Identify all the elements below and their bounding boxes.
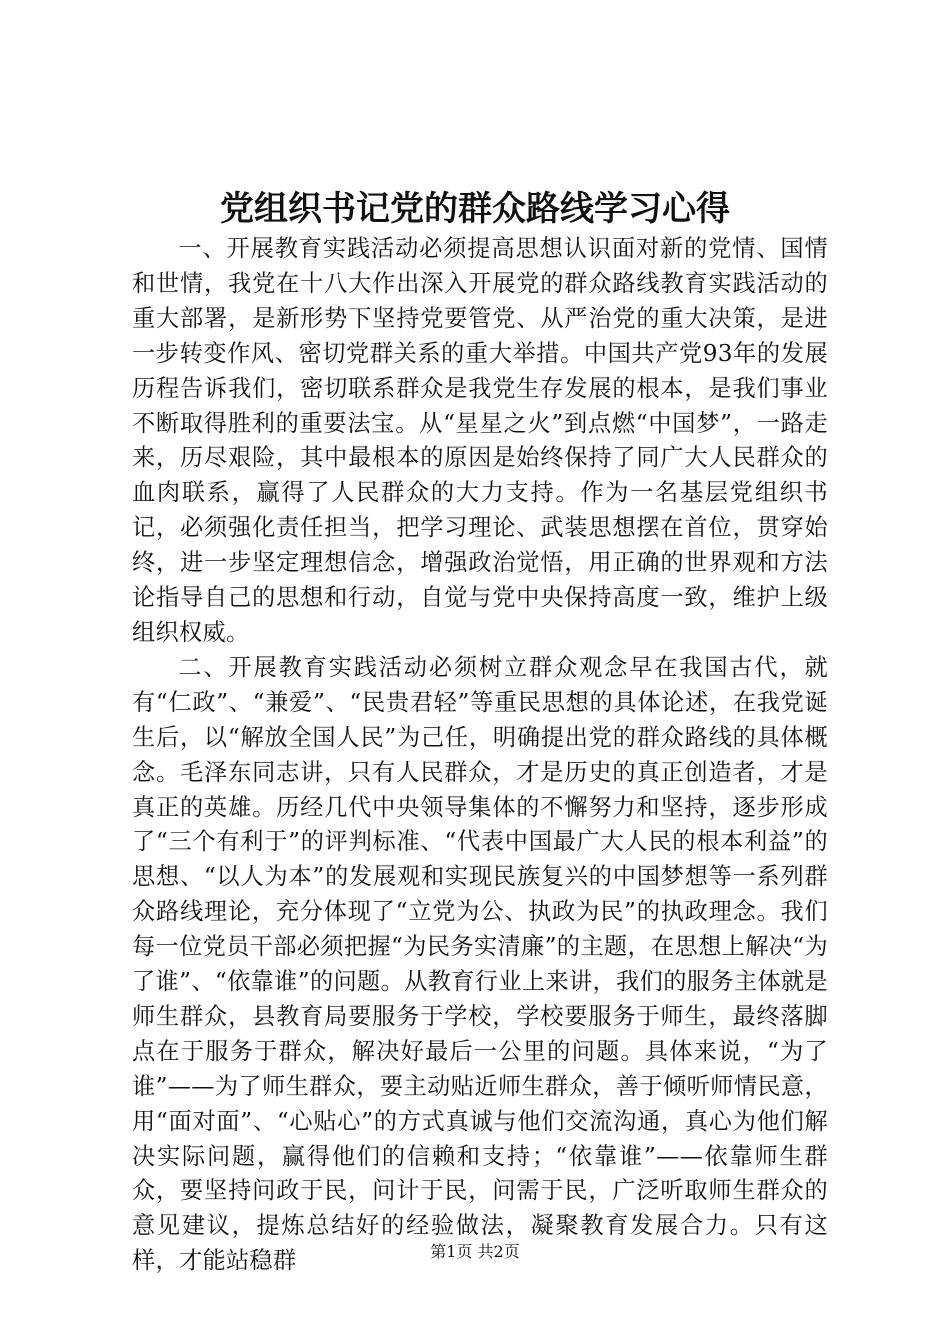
document-body: [132, 232, 828, 1279]
document-title: 党组织书记党的群众路线学习心得: [220, 189, 730, 229]
page-number-footer: 第1页 共2页: [430, 1242, 520, 1261]
paragraph-2: 二、开展教育实践活动必须树立群众观念早在我国古代，就有“仁政”、“兼爱”、“民贵君轻”等重民思想的具体论述，在我党诞生后，以“解放全国人民”为己任，明确提出党的群众路线的具体概念。毛泽东同志讲，只有人民群众，才是历史的真正创造者，才是真正的英雄。历经几代中央领导集体的不懈努力和坚持，逐步形成了“三个有利于”的评判标准、“代表中国最广大人民的根本利益”的思想、“以人为本”的发展观和实现民族复兴的中国梦想等一系列群众路线理论，充分体现了“立党为公、执政为民”的执政理念。我们每一位党员干部必须把握“为民务实清廉”的主题，在思想上解决“为了谁”、“依靠谁”的问题。从教育行业上来讲，我们的服务主体就是师生群众，县教育局要服务于学校，学校要服务于师生，最终落脚点在于服务于群众，解决好最后一公里的问题。具体来说，“为了谁”——为了师生群众，要主动贴近师生群众，善于倾听师情民意，用“面对面”、“心贴心”的方式真诚与他们交流沟通，真心为他们解决实际问题，赢得他们的信赖和支持；“依靠谁”——依靠师生群众，要坚持问政于民，问计于民，问需于民，广泛听取师生群众的意见建议，提炼总结好的经验做法，凝聚教育发展合力。只有这样，才能站稳群: [132, 653, 828, 1275]
paragraph-1: 一、开展教育实践活动必须提高思想认识面对新的党情、国情和世情，我党在十八大作出深入开展党的群众路线教育实践活动的重大部署，是新形势下坚持党要管党、从严治党的重大决策，是进一步转变作风、密切党群关系的重大举措。中国共产党93年的发展历程告诉我们，密切联系群众是我党生存发展的根本，是我们事业不断取得胜利的重要法宝。从“星星之火”到点燃“中国梦”，一路走来，历尽艰险，其中最根本的原因是始终保持了同广大人民群众的血肉联系，赢得了人民群众的大力支持。作为一名基层党组织书记，必须强化责任担当，把学习理论、武装思想摆在首位，贯穿始终，进一步坚定理想信念，增强政治觉悟，用正确的世界观和方法论指导自己的思想和行动，自觉与党中央保持高度一致，维护上级组织权威。: [132, 235, 828, 646]
